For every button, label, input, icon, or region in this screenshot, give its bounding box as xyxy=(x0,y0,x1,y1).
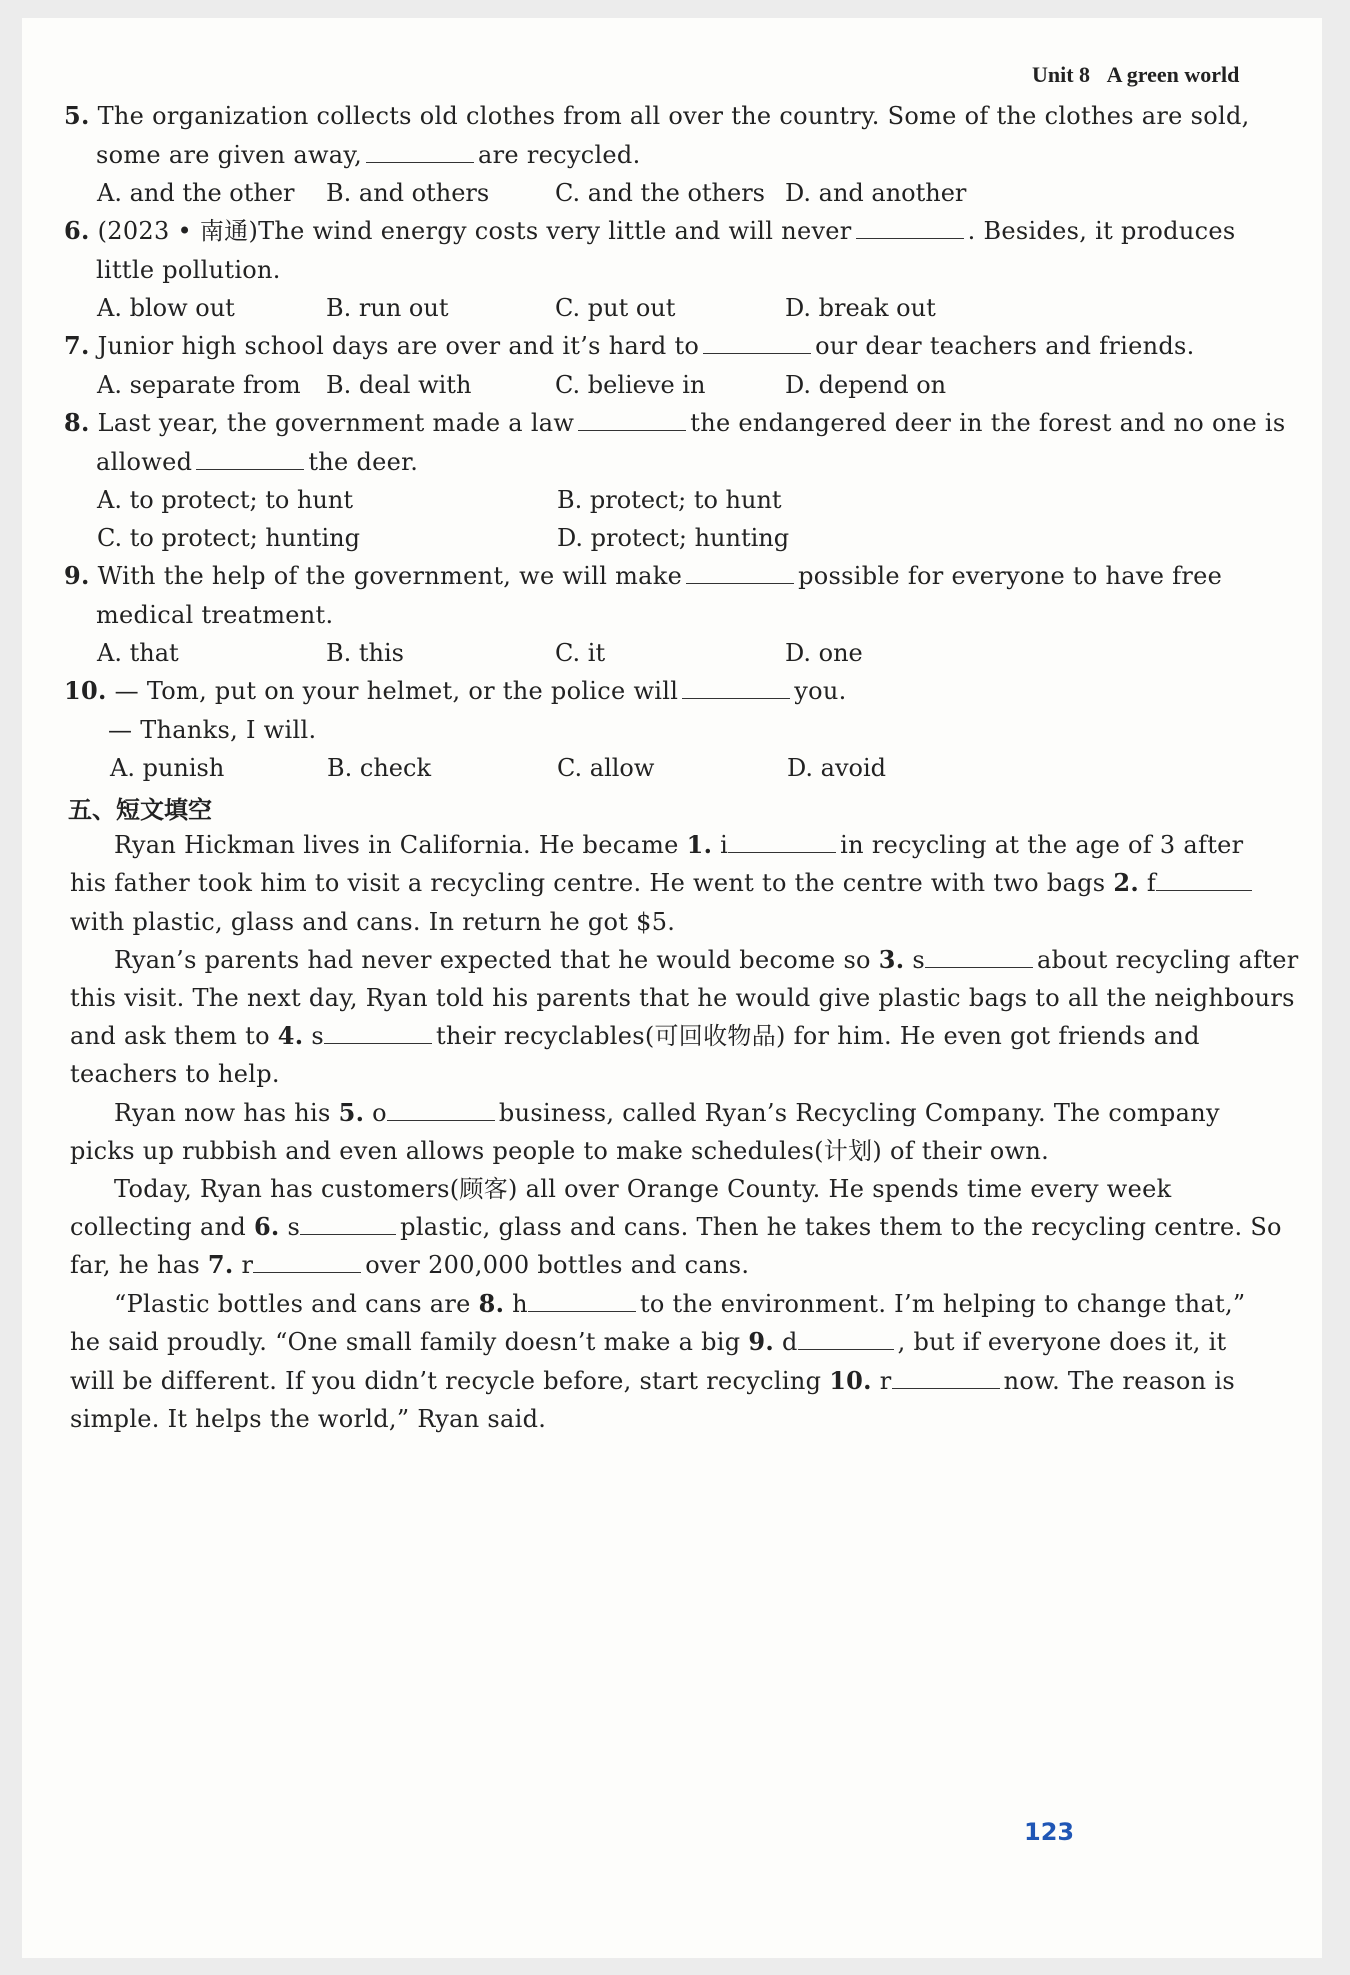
question-9-line2: medical treatment. xyxy=(96,601,334,629)
initial-letter: i xyxy=(720,831,729,859)
passage-text: Ryan Hickman lives in California. He became xyxy=(114,831,679,859)
answer-blank[interactable] xyxy=(682,672,790,699)
option-b[interactable]: B. and others xyxy=(326,179,490,207)
answer-blank[interactable] xyxy=(578,404,686,431)
question-text: our dear teachers and friends. xyxy=(815,332,1195,360)
question-text: Last year, the government made a law xyxy=(97,409,575,437)
option-d[interactable]: D. one xyxy=(785,639,863,667)
blank-number: 7. xyxy=(207,1250,234,1279)
passage-blank-8[interactable] xyxy=(528,1285,636,1312)
passage-line xyxy=(70,1245,749,1285)
passage-line xyxy=(70,863,1256,903)
passage-line xyxy=(70,1207,1282,1247)
question-5 xyxy=(64,96,1299,136)
question-text: . Besides, it produces xyxy=(967,217,1236,245)
passage-text: in recycling at the age of 3 after xyxy=(840,831,1244,859)
passage-line xyxy=(70,1322,1227,1362)
answer-blank[interactable] xyxy=(196,443,304,470)
section-title: 五、短文填空 xyxy=(68,796,212,824)
question-text: With the help of the government, we will make xyxy=(97,562,683,590)
question-number: 7. xyxy=(64,331,90,360)
option-d[interactable]: D. break out xyxy=(785,294,936,322)
passage-blank-2[interactable] xyxy=(1156,864,1252,891)
blank-number: 1. xyxy=(686,830,713,859)
passage-text: plastic, glass and cans. Then he takes them to the recycling centre. So xyxy=(400,1213,1282,1241)
question-7 xyxy=(64,326,1195,366)
question-text: (2023 • 南通)The wind energy costs very little and will never xyxy=(97,217,852,245)
question-8-line2 xyxy=(96,442,418,482)
question-text: allowed xyxy=(96,448,193,476)
question-10 xyxy=(64,671,847,711)
workbook-page xyxy=(22,18,1322,1958)
option-b[interactable]: B. check xyxy=(327,754,431,782)
passage-blank-1[interactable] xyxy=(728,826,836,853)
answer-blank[interactable] xyxy=(366,136,474,163)
passage-line: Today, Ryan has customers(顾客) all over Orange County. He spends time every week xyxy=(114,1175,1172,1203)
passage-text: will be different. If you didn’t recycle before, start recycling xyxy=(70,1367,822,1395)
initial-letter: s xyxy=(311,1022,324,1050)
passage-text: “Plastic bottles and cans are xyxy=(114,1290,471,1318)
passage-text: Ryan’s parents had never expected that he would become so xyxy=(114,946,871,974)
option-b[interactable]: B. this xyxy=(326,639,404,667)
option-c[interactable]: C. put out xyxy=(555,294,676,322)
question-10-line2: — Thanks, I will. xyxy=(108,716,317,744)
passage-line xyxy=(70,1016,1200,1056)
passage-line: with plastic, glass and cans. In return he got $5. xyxy=(70,908,676,936)
question-text: are recycled. xyxy=(478,141,641,169)
passage-blank-4[interactable] xyxy=(324,1017,432,1044)
question-text: Junior high school days are over and it’s hard to xyxy=(97,332,700,360)
page-number: 123 xyxy=(1024,1818,1075,1846)
passage-line: simple. It helps the world,” Ryan said. xyxy=(70,1405,547,1433)
initial-letter: r xyxy=(241,1251,254,1279)
initial-letter: f xyxy=(1146,869,1157,897)
passage-line xyxy=(114,1093,1220,1133)
option-c[interactable]: C. it xyxy=(555,639,606,667)
passage-text: about recycling after xyxy=(1036,946,1299,974)
option-d[interactable]: D. avoid xyxy=(787,754,886,782)
blank-number: 10. xyxy=(829,1366,872,1395)
question-number: 10. xyxy=(64,676,107,705)
question-5-line2 xyxy=(96,135,641,175)
passage-text: over 200,000 bottles and cans. xyxy=(365,1251,750,1279)
blank-number: 4. xyxy=(277,1021,304,1050)
answer-blank[interactable] xyxy=(686,557,794,584)
question-number: 6. xyxy=(64,216,90,245)
question-text: the endangered deer in the forest and no one is xyxy=(690,409,1286,437)
passage-text: he said proudly. “One small family doesn’t make a big xyxy=(70,1328,741,1356)
option-a[interactable]: A. separate from xyxy=(97,371,301,399)
initial-letter: h xyxy=(512,1290,528,1318)
passage-text: collecting and xyxy=(70,1213,246,1241)
initial-letter: s xyxy=(912,946,925,974)
initial-letter: s xyxy=(287,1213,301,1241)
passage-text: Ryan now has his xyxy=(114,1099,331,1127)
passage-line: teachers to help. xyxy=(70,1060,280,1088)
question-text: The organization collects old clothes from all over the country. Some of the clothes are sold, xyxy=(97,102,1250,130)
passage-text: , but if everyone does it, it xyxy=(897,1328,1227,1356)
blank-number: 9. xyxy=(748,1327,775,1356)
page-header xyxy=(1032,62,1239,88)
question-text: you. xyxy=(794,677,847,705)
option-a[interactable]: A. to protect; to hunt xyxy=(97,486,353,514)
passage-blank-9[interactable] xyxy=(798,1323,894,1350)
question-number: 5. xyxy=(64,101,90,130)
initial-letter: o xyxy=(372,1099,387,1127)
option-a[interactable]: A. and the other xyxy=(97,179,295,207)
option-b[interactable]: B. protect; to hunt xyxy=(557,486,782,514)
passage-blank-10[interactable] xyxy=(892,1362,1000,1389)
question-8 xyxy=(64,403,1286,443)
option-d[interactable]: D. protect; hunting xyxy=(557,524,790,552)
question-number: 9. xyxy=(64,561,90,590)
option-b[interactable]: B. run out xyxy=(326,294,449,322)
option-b[interactable]: B. deal with xyxy=(326,371,472,399)
option-a[interactable]: A. that xyxy=(97,639,179,667)
passage-line xyxy=(114,825,1243,865)
question-text: some are given away, xyxy=(96,141,363,169)
passage-line: this visit. The next day, Ryan told his parents that he would give plastic bags to all the neighbours xyxy=(70,984,1295,1012)
passage-text: to the environment. I’m helping to change that,” xyxy=(639,1290,1246,1318)
option-a[interactable]: A. blow out xyxy=(97,294,235,322)
passage-text: far, he has xyxy=(70,1251,200,1279)
option-c[interactable]: C. allow xyxy=(557,754,655,782)
answer-blank[interactable] xyxy=(856,212,964,239)
question-text: possible for everyone to have free xyxy=(798,562,1223,590)
blank-number: 2. xyxy=(1113,868,1139,897)
question-6-line2: little pollution. xyxy=(96,256,281,284)
passage-text: their recyclables(可回收物品) for him. He even got friends and xyxy=(436,1022,1200,1050)
passage-text: now. The reason is xyxy=(1003,1367,1235,1395)
passage-blank-3[interactable] xyxy=(925,941,1033,968)
blank-number: 5. xyxy=(338,1098,365,1127)
option-c[interactable]: C. believe in xyxy=(555,371,706,399)
initial-letter: d xyxy=(781,1328,798,1356)
unit-label: Unit 8 xyxy=(1032,62,1091,87)
passage-line xyxy=(114,940,1299,980)
option-d[interactable]: D. depend on xyxy=(785,371,947,399)
blank-number: 3. xyxy=(878,945,905,974)
passage-line xyxy=(114,1284,1245,1324)
option-d[interactable]: D. and another xyxy=(785,179,967,207)
passage-blank-6[interactable] xyxy=(300,1208,396,1235)
option-a[interactable]: A. punish xyxy=(110,754,225,782)
initial-letter: r xyxy=(879,1367,892,1395)
passage-text: his father took him to visit a recycling centre. He went to the centre with two bags xyxy=(70,869,1106,897)
question-text: — Tom, put on your helmet, or the police will xyxy=(114,677,679,705)
passage-line xyxy=(70,1361,1235,1401)
passage-line: picks up rubbish and even allows people to make schedules(计划) of their own. xyxy=(70,1137,1050,1165)
question-text: the deer. xyxy=(308,448,419,476)
passage-blank-5[interactable] xyxy=(387,1094,495,1121)
answer-blank[interactable] xyxy=(703,327,811,354)
passage-text: and ask them to xyxy=(70,1022,270,1050)
option-c[interactable]: C. to protect; hunting xyxy=(97,524,360,552)
passage-blank-7[interactable] xyxy=(253,1246,361,1273)
unit-title: A green world xyxy=(1106,62,1240,87)
question-9 xyxy=(64,556,1222,596)
option-c[interactable]: C. and the others xyxy=(555,179,765,207)
question-6 xyxy=(64,211,1235,251)
blank-number: 6. xyxy=(253,1212,280,1241)
blank-number: 8. xyxy=(478,1289,505,1318)
question-number: 8. xyxy=(64,408,90,437)
passage-text: business, called Ryan’s Recycling Company. The company xyxy=(498,1099,1220,1127)
